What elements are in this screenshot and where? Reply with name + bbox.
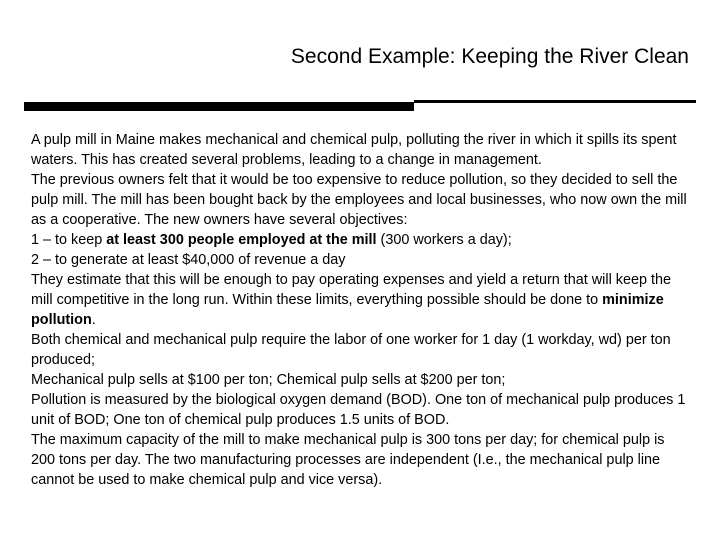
emphasis-text: at least 300 people employed at the mill — [106, 232, 377, 248]
text-run: The previous owners felt that it would be too expensive to reduce pollution, so they decided to sell the pulp mill. The mill has been bought back by the employees and local businesses, who now own the mill as a cooperative. The new owners have several objectives: — [31, 172, 687, 228]
text-run: They estimate that this will be enough to pay operating expenses and yield a return that will keep the mill competitive in the long run. Within these limits, everything possible should be done to — [31, 272, 671, 308]
title-underline-thick — [24, 102, 414, 111]
objective-1 — [31, 230, 691, 250]
emphasis-text: minimize pollution — [31, 292, 664, 328]
paragraph-capacity — [31, 430, 691, 490]
text-run: The maximum capacity of the mill to make mechanical pulp is 300 tons per day; for chemical pulp is 200 tons per day. The two manufacturing processes are independent (I.e., the mechanical pulp line cannot be used to make chemical pulp and vice versa). — [31, 432, 665, 488]
paragraph-pollution — [31, 390, 691, 430]
paragraph-estimate — [31, 270, 691, 330]
text-run: (300 workers a day); — [376, 232, 512, 248]
paragraph-intro — [31, 130, 691, 170]
text-run: 2 – to generate at least $40,000 of revenue a day — [31, 252, 346, 268]
text-run: Pollution is measured by the biological oxygen demand (BOD). One ton of mechanical pulp produces 1 unit of BOD; One ton of chemical pulp produces 1.5 units of BOD. — [31, 392, 686, 428]
text-run: Mechanical pulp sells at $100 per ton; Chemical pulp sells at $200 per ton; — [31, 372, 506, 388]
paragraph-prices — [31, 370, 691, 390]
slide-body — [31, 130, 691, 490]
slide-title: Second Example: Keeping the River Clean — [290, 45, 689, 68]
text-run: . — [91, 312, 96, 328]
title-underline-thin — [414, 100, 696, 103]
text-run: 1 – to keep — [31, 232, 107, 248]
text-run: A pulp mill in Maine makes mechanical and chemical pulp, polluting the river in which it spills its spent waters. This has created several problems, leading to a change in management. — [31, 132, 677, 168]
objective-2 — [31, 250, 691, 270]
paragraph-labor — [31, 330, 691, 370]
text-run: Both chemical and mechanical pulp require the labor of one worker for 1 day (1 workday, wd) per ton produced; — [31, 332, 671, 368]
paragraph-previous-owners — [31, 170, 691, 230]
